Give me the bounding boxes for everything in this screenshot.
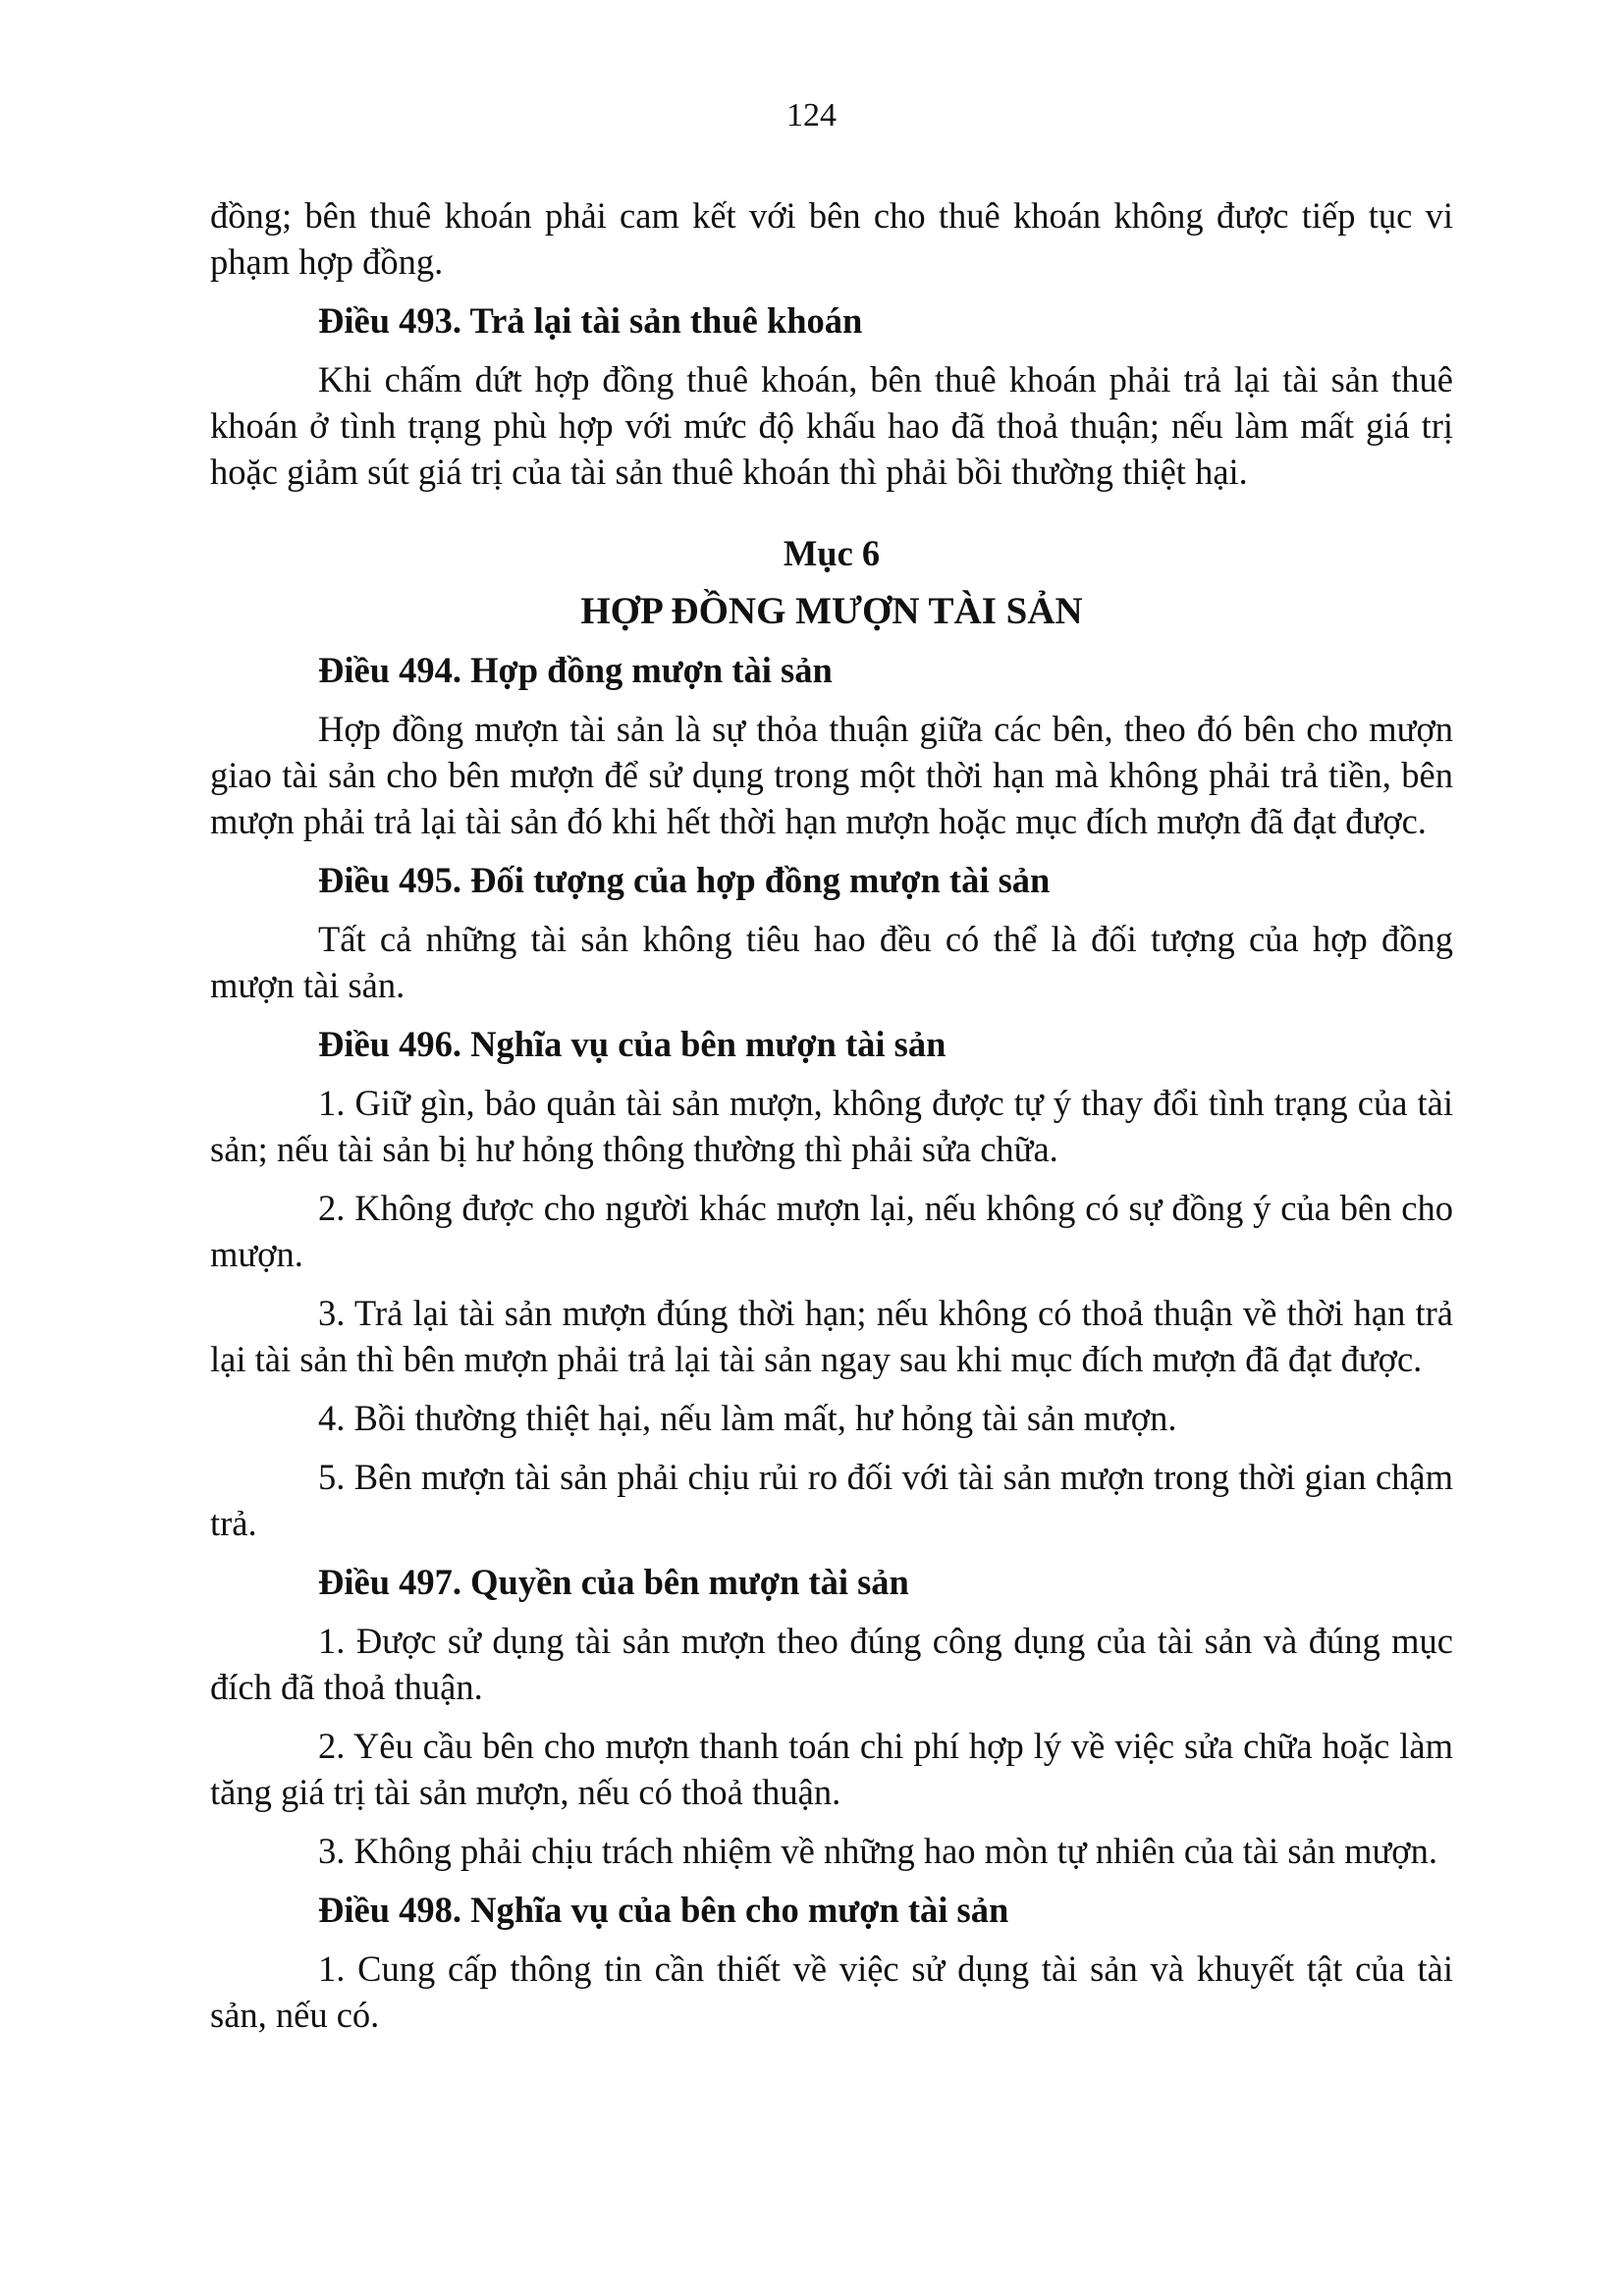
article-494-title: Điều 494. Hợp đồng mượn tài sản — [318, 650, 833, 690]
continuation-paragraph: đồng; bên thuê khoán phải cam kết với bên cho thuê khoán không được tiếp tục vi phạm hợp đồng. — [210, 195, 1453, 282]
article-497-item: 2. Yêu cầu bên cho mượn thanh toán chi phí hợp lý về việc sửa chữa hoặc làm tăng giá trị tài sản mượn, nếu có thoả thuận. — [210, 1726, 1453, 1812]
article-494-body: Hợp đồng mượn tài sản là sự thỏa thuận giữa các bên, theo đó bên cho mượn giao tài sản cho bên mượn để sử dụng trong một thời hạn mà không phải trả tiền, bên mượn phải trả lại tài sản đó khi hết thời hạn mượn hoặc mục đích mượn đã đạt được. — [210, 709, 1453, 841]
article-498-title: Điều 498. Nghĩa vụ của bên cho mượn tài sản — [318, 1890, 1009, 1930]
section-label: Mục 6 — [783, 533, 881, 573]
article-497-item: 3. Không phải chịu trách nhiệm về những hao mòn tự nhiên của tài sản mượn. — [318, 1831, 1437, 1871]
article-493-title: Điều 493. Trả lại tài sản thuê khoán — [318, 300, 863, 341]
article-498-item: 1. Cung cấp thông tin cần thiết về việc sử dụng tài sản và khuyết tật của tài sản, nếu có. — [210, 1949, 1453, 2035]
article-495-title: Điều 495. Đối tượng của hợp đồng mượn tài sản — [318, 860, 1051, 900]
article-497-item: 1. Được sử dụng tài sản mượn theo đúng công dụng của tài sản và đúng mục đích đã thoả thuận. — [210, 1621, 1453, 1707]
page-number: 124 — [786, 97, 837, 133]
article-497-title: Điều 497. Quyền của bên mượn tài sản — [318, 1562, 909, 1602]
article-496-item: 4. Bồi thường thiệt hại, nếu làm mất, hư hỏng tài sản mượn. — [318, 1398, 1177, 1438]
article-495-body: Tất cả những tài sản không tiêu hao đều có thể là đối tượng của hợp đồng mượn tài sản. — [210, 919, 1453, 1005]
article-496-item: 2. Không được cho người khác mượn lại, nếu không có sự đồng ý của bên cho mượn. — [210, 1188, 1453, 1274]
article-496-item: 3. Trả lại tài sản mượn đúng thời hạn; nếu không có thoả thuận về thời hạn trả lại tài sản thì bên mượn phải trả lại tài sản ngay sau khi mục đích mượn đã đạt được. — [210, 1293, 1453, 1379]
section-title: HỢP ĐỒNG MƯỢN TÀI SẢN — [580, 590, 1083, 632]
page-body — [210, 192, 1453, 2038]
article-496-title: Điều 496. Nghĩa vụ của bên mượn tài sản — [318, 1024, 947, 1064]
article-493-body: Khi chấm dứt hợp đồng thuê khoán, bên thuê khoán phải trả lại tài sản thuê khoán ở tình trạng phù hợp với mức độ khấu hao đã thoả thuận; nếu làm mất giá trị hoặc giảm sút giá trị của tài sản thuê khoán thì phải bồi thường thiệt hại. — [210, 359, 1453, 492]
article-496-item: 1. Giữ gìn, bảo quản tài sản mượn, không được tự ý thay đổi tình trạng của tài sản; nếu tài sản bị hư hỏng thông thường thì phải sửa chữa. — [210, 1083, 1453, 1169]
article-496-item: 5. Bên mượn tài sản phải chịu rủi ro đối với tài sản mượn trong thời gian chậm trả. — [210, 1457, 1453, 1543]
